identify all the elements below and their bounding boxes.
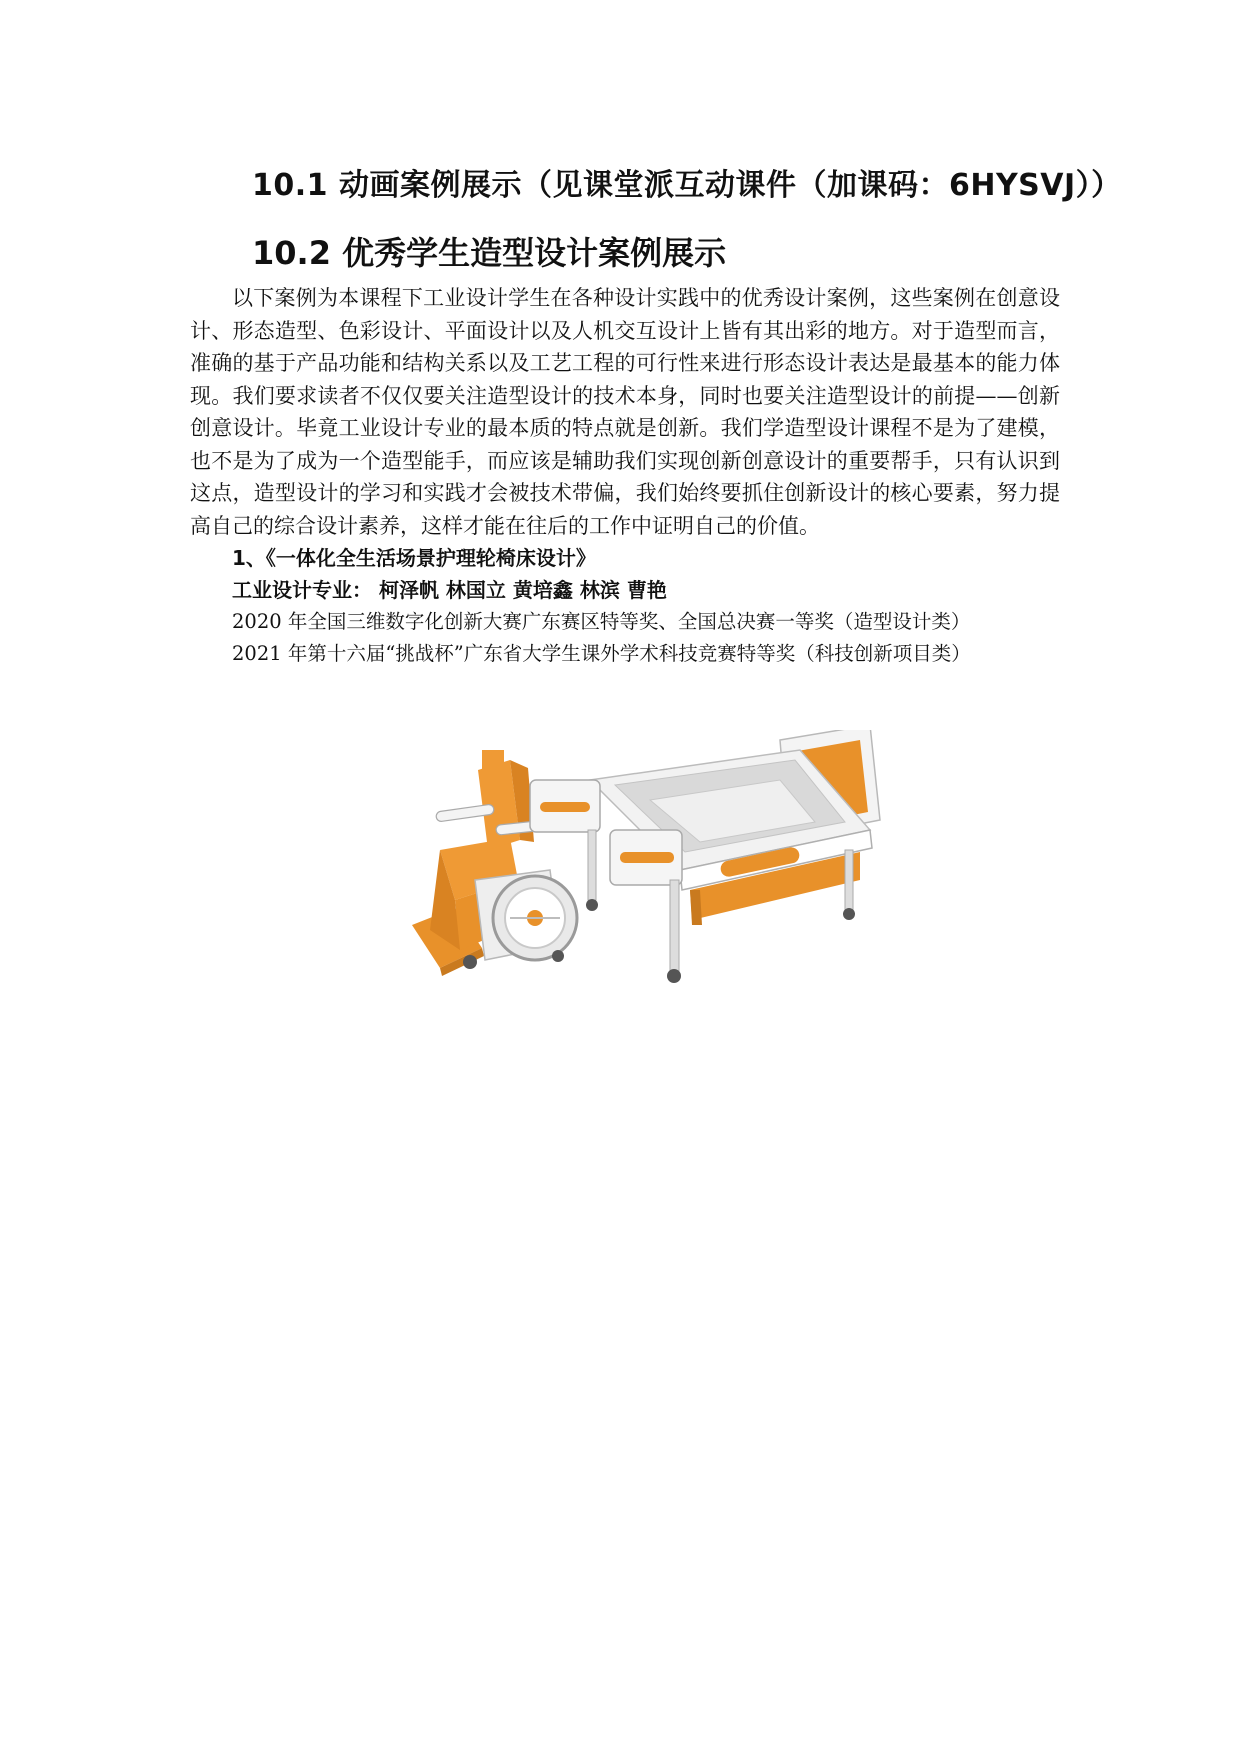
section-heading-10-1: 10.1 动画案例展示（见课堂派互动课件（加课码：6HYSVJ）） [252,168,1122,203]
nursing-bed [530,730,880,983]
case-award-2: 2021 年第十六届“挑战杯”广东省大学生课外学术科技竞赛特等奖（科技创新项目类） [232,642,971,665]
case-award-1: 2020 年全国三维数字化创新大赛广东赛区特等奖、全国总决赛一等奖（造型设计类） [232,610,971,633]
intro-paragraph: 以下案例为本课程下工业设计学生在各种设计实践中的优秀设计案例，这些案例在创意设计、形态造型、色彩设计、平面设计以及人机交互设计上皆有其出彩的地方。对于造型而言，准确的基于产品功能和结构关系以及工艺工程的可行性来进行形态设计表达是最基本的能力体现。我们要求读者不仅仅要关注造型设计的技术本身，同时也要关注造型设计的前提——创新创意设计。毕竟工业设计专业的最本质的特点就是创新。我们学造型设计课程不是为了建模，也不是为了成为一个造型能手，而应该是辅助我们实现创新创意设计的重要帮手，只有认识到这点，造型设计的学习和实践才会被技术带偏，我们始终要抓住创新设计的核心要素，努力提高自己的综合设计素养，这样才能在往后的工作中证明自己的价值。 [190,286,1060,538]
case-authors: 工业设计专业： 柯泽帆 林国立 黄培鑫 林滨 曹艳 [232,578,667,602]
case-title: 1、《一体化全生活场景护理轮椅床设计》 [232,546,596,570]
section-heading-10-2: 10.2 优秀学生造型设计案例展示 [252,234,727,272]
body-text [190,282,1060,670]
wheelchair-bed-image [400,730,1000,1050]
